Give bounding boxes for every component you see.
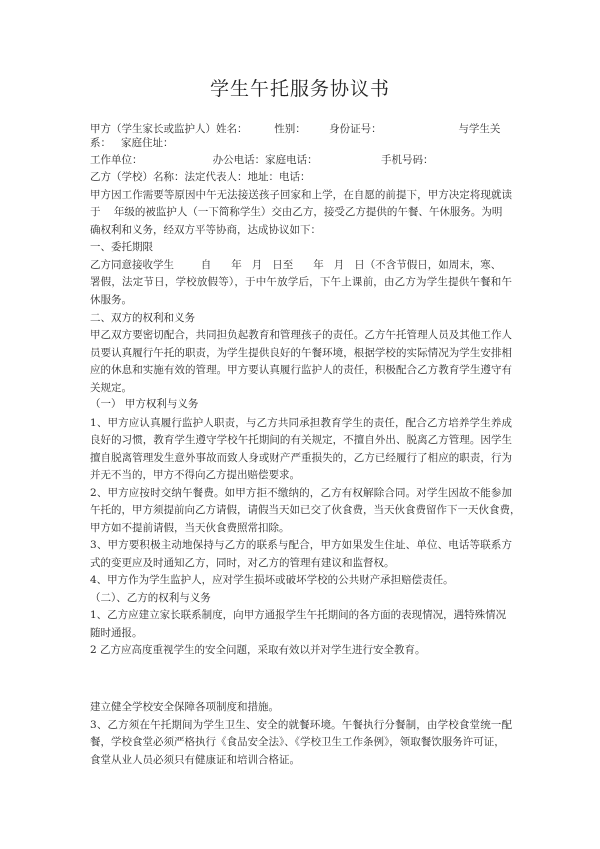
text-line: 甲方如不提前请假，当天伙食费照常扣除。	[90, 522, 290, 534]
text-line: （二）、乙方的权利与义务	[90, 592, 211, 604]
text-line: 系： 家庭住址：	[90, 137, 174, 149]
text-line: 乙方同意接收学生 自 年 月 日至 年 月 日（不含节假日，如周末，寒、	[90, 259, 502, 271]
text-line: 于 年级的被监护人（一下简称学生）交由乙方，接受乙方提供的午餐、午休服务。为明	[90, 206, 503, 218]
text-line: 确权利和义务，经双方平等协商，达成协议如下：	[90, 224, 321, 236]
text-line: 甲乙双方要密切配合，共同担负起教育和管理孩子的责任。乙方午托管理人员及其他工作人	[90, 329, 512, 341]
text-line: 建立健全学校安全保障各项制度和措施。	[90, 701, 279, 713]
text-line: 乙方（学校）名称：法定代表人：地址：电话：	[90, 171, 311, 183]
text-line: 员要认真履行午托的职责，为学生提供良好的午餐环境，根据学校的实际情况为学生安排相	[90, 347, 512, 359]
text-line: 一、委托期限	[90, 241, 153, 253]
text-line: 擅自脱离管理发生意外事故而致人身或财产严重损失的，乙方已经履行了相应的职责，行为	[90, 452, 512, 464]
text-line: （一） 甲方权利与义务	[90, 398, 199, 410]
text-line: 3、甲方要积极主动地保持与乙方的联系与配合，甲方如果发生住址、单位、电话等联系方	[90, 539, 512, 551]
text-line: 应的休息和实施有效的管理。甲方要认真履行监护人的责任，积极配合乙方教育学生遵守有	[90, 364, 512, 376]
text-line: 1、甲方应认真履行监护人职责，与乙方共同承担教育学生的责任，配合乙方培养学生养成	[90, 417, 512, 429]
text-line: 随时通报。	[90, 627, 143, 639]
document-title: 学生午托服务协议书	[209, 78, 390, 100]
text-line: 关规定。	[90, 382, 132, 394]
text-line: 3、乙方须在午托期间为学生卫生、安全的就餐环境。午餐执行分餐制，由学校食堂统一配	[90, 719, 512, 731]
text-line: 甲方（学生家长或监护人）姓名： 性别： 身份证号： 与学生关	[90, 123, 501, 135]
text-line: 午托的，甲方须提前向乙方请假，请假当天如已交了伙食费，当天伙食费留作下一天伙食费，	[90, 504, 521, 516]
text-line: 良好的习惯，教育学生遵守学校午托期间的有关规定，不擅自外出、脱离乙方管理。因学生	[90, 434, 512, 446]
text-line: 1、乙方应建立家长联系制度，向甲方通报学生午托期间的各方面的表现情况，遇特殊情况	[90, 609, 507, 621]
text-line: 休服务。	[90, 294, 132, 306]
text-line: 式的变更应及时通知乙方，同时，对乙方的管理有建议和监督权。	[90, 557, 395, 569]
text-line: 工作单位： 办公电话：家庭电话： 手机号码：	[90, 154, 434, 166]
text-line: 食堂从业人员必须只有健康证和培训合格证。	[90, 754, 300, 766]
text-line: 餐，学校食堂必须严格执行《食品安全法》、《学校卫生工作条例》，领取餐饮服务许可证，	[90, 736, 505, 748]
text-line: 署假，法定节日，学校放假等），于中午放学后，下午上课前，由乙方为学生提供午餐和午	[90, 276, 512, 288]
text-line: 并无不当的，甲方不得向乙方提出赔偿要求。	[90, 469, 300, 481]
text-line: 2、甲方应按时交纳午餐费。如甲方拒不缴纳的，乙方有权解除合同。对学生因故不能参加	[90, 487, 512, 499]
text-line: 4、甲方作为学生监护人，应对学生损坏或破坏学校的公共财产承担赔偿责任。	[90, 574, 454, 586]
text-line: 二、双方的权利和义务	[90, 312, 195, 324]
text-line: 2 乙方应高度重视学生的安全问题，采取有效以并对学生进行安全教育。	[90, 644, 426, 656]
text-line: 甲方因工作需要等原因中午无法接送孩子回家和上学，在自愿的前提下，甲方决定将现就读	[90, 189, 512, 201]
